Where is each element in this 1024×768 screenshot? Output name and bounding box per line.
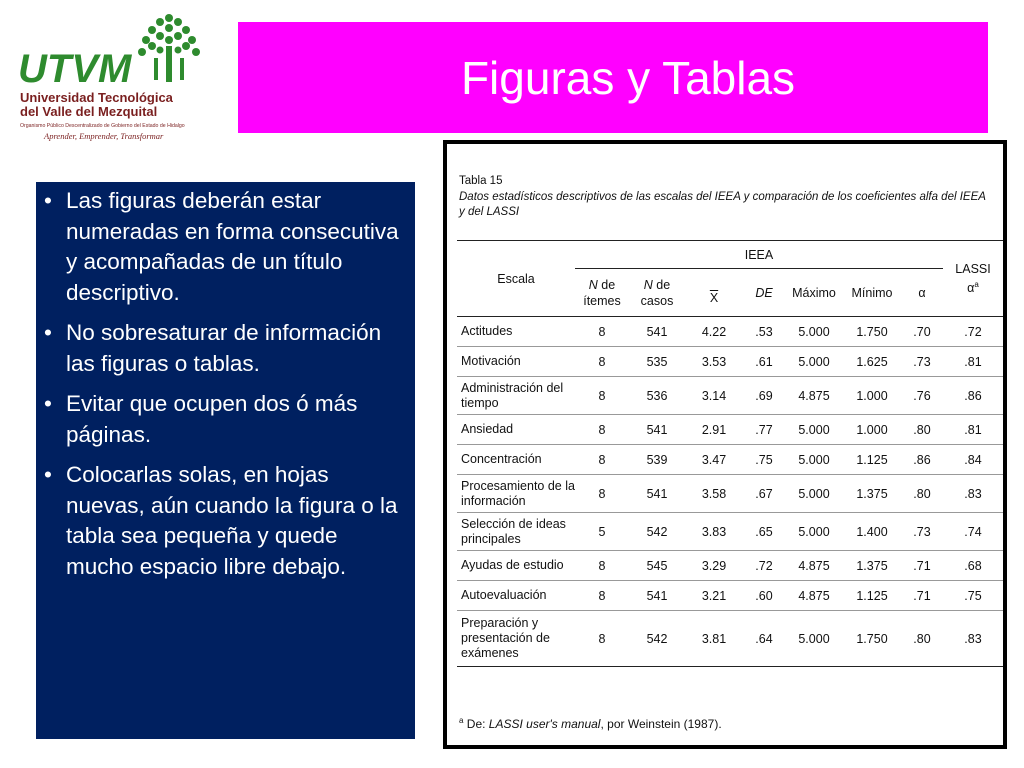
cell-lassi: .81 bbox=[943, 415, 1003, 445]
cell-lassi: .74 bbox=[943, 513, 1003, 551]
bullet-panel bbox=[36, 182, 415, 739]
cell-items: 8 bbox=[575, 475, 629, 513]
cell-casos: 542 bbox=[629, 513, 685, 551]
cell-de: .60 bbox=[743, 581, 785, 611]
cell-items: 5 bbox=[575, 513, 629, 551]
cell-escala: Motivación bbox=[457, 347, 575, 377]
bullet-item: • Evitar que ocupen dos ó más páginas. bbox=[66, 389, 403, 450]
cell-max: 5.000 bbox=[785, 513, 843, 551]
col-header-alpha: α bbox=[901, 269, 943, 317]
lassi-alpha bbox=[943, 277, 1003, 296]
cell-casos: 541 bbox=[629, 415, 685, 445]
cell-de: .77 bbox=[743, 415, 785, 445]
cell-items: 8 bbox=[575, 551, 629, 581]
cell-max: 5.000 bbox=[785, 445, 843, 475]
cell-casos: 536 bbox=[629, 377, 685, 415]
cell-lassi: .84 bbox=[943, 445, 1003, 475]
logo-line3: Organismo Público Descentralizado de Gobierno del Estado de Hidalgo bbox=[20, 123, 185, 129]
stats-table bbox=[457, 240, 1003, 667]
n-items-line2: ítemes bbox=[583, 293, 621, 308]
bullet-item: • Las figuras deberán estar numeradas en forma consecutiva y acompañadas de un título descriptivo. bbox=[66, 186, 403, 308]
bullet-item: • No sobresaturar de información las figuras o tablas. bbox=[66, 318, 403, 379]
logo-line4: Aprender, Emprender, Transformar bbox=[44, 131, 164, 141]
cell-items: 8 bbox=[575, 377, 629, 415]
cell-max: 4.875 bbox=[785, 581, 843, 611]
lassi-alpha-symbol: α bbox=[967, 281, 975, 296]
cell-max: 5.000 bbox=[785, 611, 843, 667]
table-row bbox=[457, 475, 1003, 513]
cell-escala: Procesamiento de la información bbox=[457, 475, 575, 513]
tree-icon bbox=[138, 14, 200, 82]
cell-media: 3.21 bbox=[685, 581, 743, 611]
cell-escala: Selección de ideas principales bbox=[457, 513, 575, 551]
cell-escala: Preparación y presentación de exámenes bbox=[457, 611, 575, 667]
cell-min: 1.750 bbox=[843, 611, 901, 667]
mean-symbol: $\overline{X}$ bbox=[709, 290, 719, 305]
table-figure bbox=[443, 140, 1007, 749]
cell-escala: Autoevaluación bbox=[457, 581, 575, 611]
cell-casos: 541 bbox=[629, 581, 685, 611]
cell-alpha: .71 bbox=[901, 551, 943, 581]
logo-line1: Universidad Tecnológica bbox=[20, 90, 173, 105]
col-header-n-items bbox=[575, 269, 629, 317]
table-row bbox=[457, 415, 1003, 445]
bullet-list bbox=[36, 182, 415, 582]
cell-escala: Ansiedad bbox=[457, 415, 575, 445]
table-row bbox=[457, 445, 1003, 475]
n-items-de: de bbox=[597, 277, 616, 292]
cell-min: 1.125 bbox=[843, 445, 901, 475]
logo-acronym: UTVM bbox=[18, 47, 132, 91]
cell-min: 1.000 bbox=[843, 415, 901, 445]
table-label: Tabla 15 bbox=[459, 175, 503, 187]
table-row bbox=[457, 551, 1003, 581]
table-note bbox=[459, 716, 722, 731]
col-header-lassi bbox=[943, 241, 1003, 317]
slide-title: Figuras y Tablas bbox=[460, 51, 796, 104]
lassi-label: LASSI bbox=[955, 261, 991, 276]
n-items-n: N bbox=[588, 277, 598, 292]
utvm-logo bbox=[14, 10, 214, 145]
cell-escala: Concentración bbox=[457, 445, 575, 475]
cell-lassi: .83 bbox=[943, 475, 1003, 513]
cell-min: 1.375 bbox=[843, 551, 901, 581]
cell-alpha: .80 bbox=[901, 611, 943, 667]
cell-min: 1.400 bbox=[843, 513, 901, 551]
cell-min: 1.625 bbox=[843, 347, 901, 377]
cell-casos: 541 bbox=[629, 317, 685, 347]
cell-alpha: .70 bbox=[901, 317, 943, 347]
cell-de: .53 bbox=[743, 317, 785, 347]
table-row bbox=[457, 611, 1003, 667]
cell-min: 1.375 bbox=[843, 475, 901, 513]
logo-line2: del Valle del Mezquital bbox=[20, 104, 158, 119]
cell-items: 8 bbox=[575, 415, 629, 445]
cell-min: 1.000 bbox=[843, 377, 901, 415]
note-prefix: De: bbox=[463, 717, 489, 731]
cell-max: 5.000 bbox=[785, 475, 843, 513]
cell-min: 1.125 bbox=[843, 581, 901, 611]
cell-de: .67 bbox=[743, 475, 785, 513]
cell-alpha: .86 bbox=[901, 445, 943, 475]
cell-max: 5.000 bbox=[785, 347, 843, 377]
cell-lassi: .81 bbox=[943, 347, 1003, 377]
cell-max: 5.000 bbox=[785, 317, 843, 347]
table-row bbox=[457, 347, 1003, 377]
col-header-mean bbox=[685, 269, 743, 317]
cell-media: 3.53 bbox=[685, 347, 743, 377]
lassi-footnote-mark: a bbox=[974, 279, 979, 289]
cell-lassi: .83 bbox=[943, 611, 1003, 667]
cell-media: 3.58 bbox=[685, 475, 743, 513]
cell-items: 8 bbox=[575, 581, 629, 611]
cell-media: 3.29 bbox=[685, 551, 743, 581]
bullet-item: • Colocarlas solas, en hojas nuevas, aún cuando la figura o la tabla sea pequeña y quede mucho espacio libre debajo. bbox=[66, 460, 403, 582]
note-mark: a bbox=[459, 716, 464, 725]
table-row bbox=[457, 317, 1003, 347]
cell-media: 2.91 bbox=[685, 415, 743, 445]
cell-casos: 539 bbox=[629, 445, 685, 475]
col-header-max: Máximo bbox=[785, 269, 843, 317]
cell-de: .72 bbox=[743, 551, 785, 581]
cell-items: 8 bbox=[575, 317, 629, 347]
cell-items: 8 bbox=[575, 347, 629, 377]
note-title: LASSI user's manual bbox=[488, 717, 601, 731]
cell-de: .69 bbox=[743, 377, 785, 415]
col-group-ieea: IEEA bbox=[575, 241, 943, 269]
cell-max: 4.875 bbox=[785, 377, 843, 415]
cell-alpha: .80 bbox=[901, 415, 943, 445]
cell-de: .65 bbox=[743, 513, 785, 551]
cell-escala: Administración del tiempo bbox=[457, 377, 575, 415]
n-casos-line2: casos bbox=[640, 293, 674, 308]
cell-alpha: .80 bbox=[901, 475, 943, 513]
cell-media: 3.81 bbox=[685, 611, 743, 667]
note-suffix: , por Weinstein (1987). bbox=[600, 717, 722, 731]
cell-casos: 541 bbox=[629, 475, 685, 513]
n-casos-n: N bbox=[643, 277, 653, 292]
cell-casos: 545 bbox=[629, 551, 685, 581]
cell-items: 8 bbox=[575, 445, 629, 475]
col-header-de: DE bbox=[743, 269, 785, 317]
col-header-escala: Escala bbox=[457, 241, 575, 317]
cell-de: .75 bbox=[743, 445, 785, 475]
cell-escala: Ayudas de estudio bbox=[457, 551, 575, 581]
cell-casos: 542 bbox=[629, 611, 685, 667]
table-row bbox=[457, 513, 1003, 551]
cell-media: 3.14 bbox=[685, 377, 743, 415]
n-casos-de: de bbox=[652, 277, 671, 292]
col-header-min: Mínimo bbox=[843, 269, 901, 317]
cell-alpha: .76 bbox=[901, 377, 943, 415]
title-bar bbox=[238, 22, 988, 133]
cell-casos: 535 bbox=[629, 347, 685, 377]
cell-media: 4.22 bbox=[685, 317, 743, 347]
table-row bbox=[457, 377, 1003, 415]
table-description: Datos estadísticos descriptivos de las escalas del IEEA y comparación de los coeficientes alfa del IEEA y del LASSI bbox=[459, 190, 986, 218]
cell-min: 1.750 bbox=[843, 317, 901, 347]
col-header-n-casos bbox=[629, 269, 685, 317]
cell-lassi: .75 bbox=[943, 581, 1003, 611]
cell-alpha: .73 bbox=[901, 347, 943, 377]
cell-items: 8 bbox=[575, 611, 629, 667]
table-row bbox=[457, 581, 1003, 611]
table-caption bbox=[459, 174, 994, 221]
cell-lassi: .72 bbox=[943, 317, 1003, 347]
cell-media: 3.47 bbox=[685, 445, 743, 475]
cell-escala: Actitudes bbox=[457, 317, 575, 347]
cell-lassi: .68 bbox=[943, 551, 1003, 581]
cell-media: 3.83 bbox=[685, 513, 743, 551]
cell-lassi: .86 bbox=[943, 377, 1003, 415]
cell-max: 4.875 bbox=[785, 551, 843, 581]
cell-alpha: .71 bbox=[901, 581, 943, 611]
cell-de: .61 bbox=[743, 347, 785, 377]
cell-max: 5.000 bbox=[785, 415, 843, 445]
table-body bbox=[457, 317, 1003, 667]
cell-alpha: .73 bbox=[901, 513, 943, 551]
cell-de: .64 bbox=[743, 611, 785, 667]
